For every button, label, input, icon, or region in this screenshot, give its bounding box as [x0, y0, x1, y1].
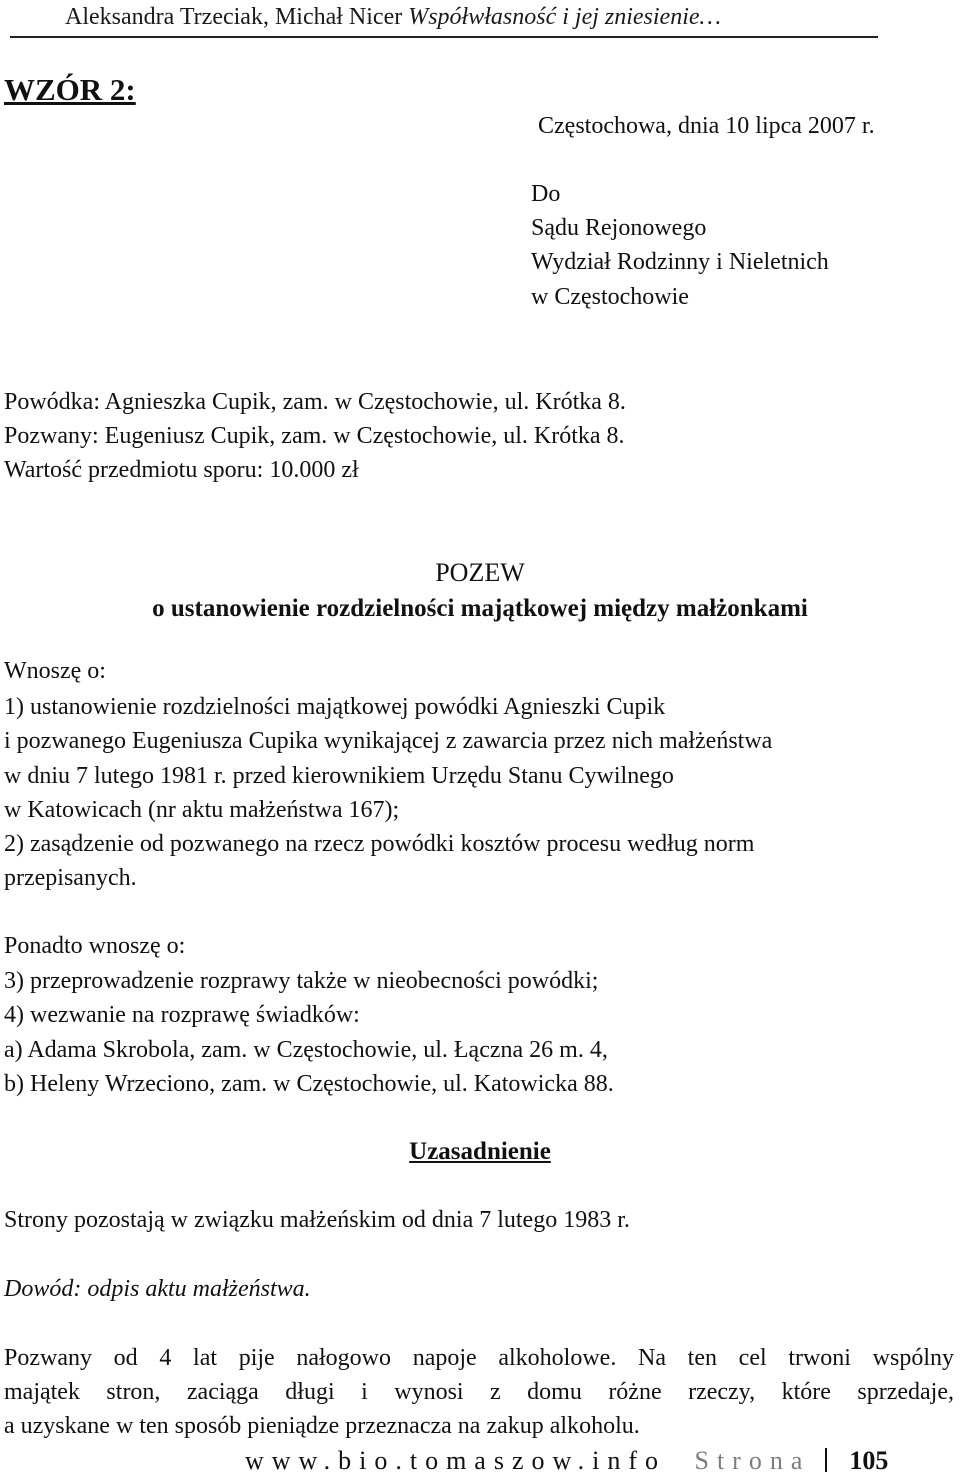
footer-site: www.bio.tomaszow.info — [245, 1446, 666, 1475]
request-line: 2) zasądzenie od pozwanego na rzecz powódki kosztów procesu według norm — [4, 831, 755, 857]
document-subject: o ustanowienie rozdzielności majątkowej między małżonkami — [152, 595, 808, 622]
additional-intro: Ponadto wnoszę o: — [4, 933, 186, 959]
footer-separator — [825, 1448, 827, 1472]
justification-line: Strony pozostają w związku małżeńskim od dnia 7 lutego 1983 r. — [4, 1207, 630, 1233]
addressee-line: w Częstochowie — [531, 284, 689, 310]
additional-line: 4) wezwanie na rozprawę świadków: — [4, 1002, 360, 1028]
header-title: Współwłasność i jej zniesienie… — [408, 4, 721, 30]
header-authors: Aleksandra Trzeciak, Michał Nicer — [65, 4, 403, 30]
justification-para-line: majątek stron, zaciąga długi i wynosi z domu różne rzeczy, które sprzedaje, — [4, 1379, 954, 1405]
addressee-line: Sądu Rejonowego — [531, 215, 707, 241]
running-header — [65, 2, 721, 32]
witness-line: b) Heleny Wrzeciono, zam. w Częstochowie, ul. Katowicka 88. — [4, 1071, 614, 1097]
request-line: w dniu 7 lutego 1981 r. przed kierownikiem Urzędu Stanu Cywilnego — [4, 763, 674, 789]
place-date: Częstochowa, dnia 10 lipca 2007 r. — [538, 113, 875, 139]
justification-para-line: a uzyskane w ten sposób pieniądze przeznacza na zakup alkoholu. — [4, 1413, 640, 1439]
footer-page-number: 105 — [849, 1446, 889, 1475]
request-line: 1) ustanowienie rozdzielności majątkowej powódki Agnieszki Cupik — [4, 694, 666, 720]
justification-heading: Uzasadnienie — [409, 1138, 551, 1165]
requests-intro: Wnoszę o: — [4, 658, 106, 684]
request-line: i pozwanego Eugeniusza Cupika wynikającej z zawarcia przez nich małżeństwa — [4, 728, 773, 754]
justification-para-line: Pozwany od 4 lat pije nałogowo napoje alkoholowe. Na ten cel trwoni wspólny — [4, 1345, 954, 1371]
party-defendant: Pozwany: Eugeniusz Cupik, zam. w Częstochowie, ul. Krótka 8. — [4, 423, 625, 449]
evidence-note: Dowód: odpis aktu małżeństwa. — [4, 1276, 311, 1302]
claim-value: Wartość przedmiotu sporu: 10.000 zł — [4, 457, 359, 483]
addressee-line: Wydział Rodzinny i Nieletnich — [531, 249, 829, 275]
additional-line: 3) przeprowadzenie rozprawy także w nieobecności powódki; — [4, 968, 599, 994]
party-plaintiff: Powódka: Agnieszka Cupik, zam. w Częstochowie, ul. Krótka 8. — [4, 389, 626, 415]
footer-page-label: Strona — [694, 1446, 811, 1475]
document-type: POZEW — [435, 558, 525, 587]
request-line: w Katowicach (nr aktu małżeństwa 167); — [4, 797, 400, 823]
request-line: przepisanych. — [4, 865, 137, 891]
addressee-line: Do — [531, 181, 561, 207]
witness-line: a) Adama Skrobola, zam. w Częstochowie, ul. Łączna 26 m. 4, — [4, 1037, 608, 1063]
header-rule — [10, 36, 878, 38]
page-footer — [245, 1444, 888, 1478]
form-label: WZÓR 2: — [4, 72, 136, 107]
